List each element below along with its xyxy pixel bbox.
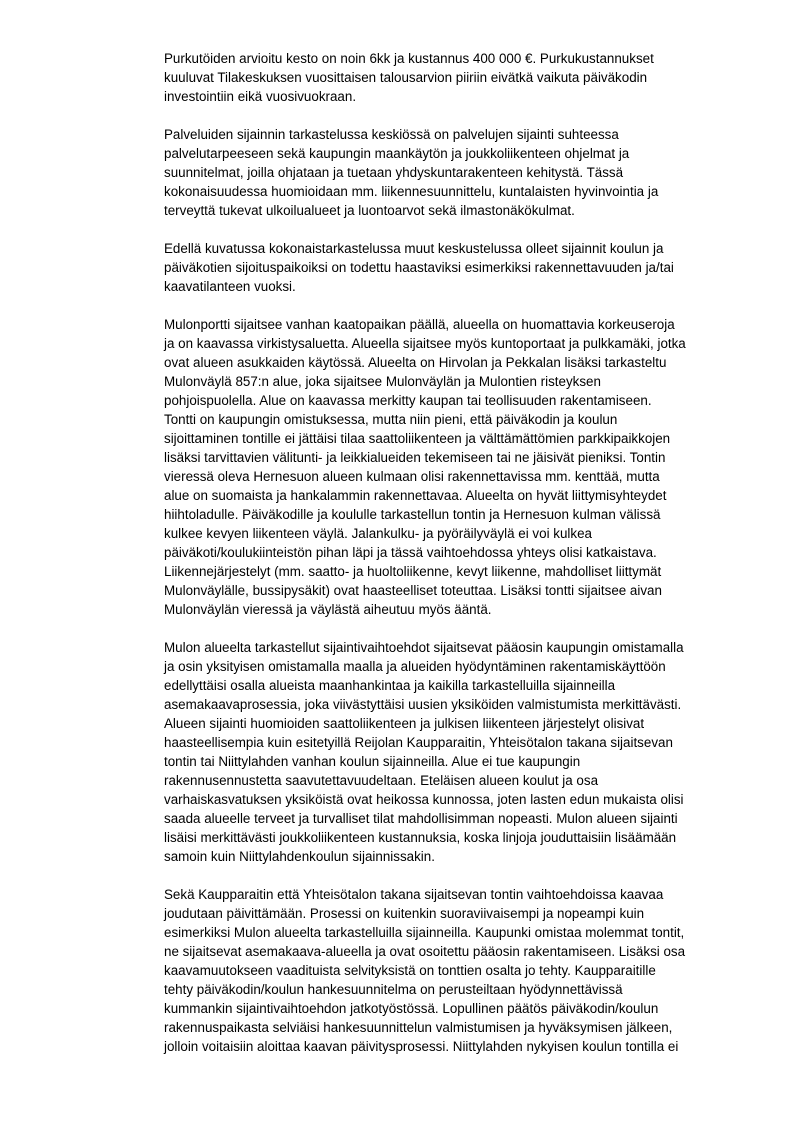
paragraph-service-location — [164, 125, 754, 220]
text-line: kaavatilanteen vuoksi. — [164, 279, 296, 294]
text-line: rakennusennustetta saavutettavuudeltaan. Eteläisen alueen koulut ja osa — [164, 773, 599, 788]
text-line: alue on suomaista ja hankalammin rakennettavaa. Alueelta on hyvät liittymisyhteydet — [164, 488, 667, 503]
text-line: ne sijaitsevat asemakaava-alueella ja ovat osoitettu pääosin rakentamiseen. Lisäksi osa — [164, 944, 686, 959]
text-line: palvelutarpeeseen sekä kaupungin maankäytön ja joukkoliikenteen ohjelmat ja — [164, 146, 630, 161]
text-line: kulkee kevyen liikenteen väylä. Jalankulku- ja pyöräilyväylä ei voi kulkea — [164, 526, 592, 541]
text-line: Mulon alueelta tarkastellut sijaintivaihtoehdot sijaitsevat pääosin kaupungin omistamalla — [164, 640, 684, 655]
text-line: terveyttä tukevat ulkoilualueet ja luontoarvot sekä ilmastonäkökulmat. — [164, 203, 575, 218]
text-line: suunnitelmat, joilla ohjataan ja tuetaan yhdyskuntarakenteen kehitystä. Tässä — [164, 165, 624, 180]
text-line: jolloin voitaisiin aloittaa kaavan päivitysprosessi. Niittylahden nykyisen koulun tontilla ei — [164, 1039, 679, 1054]
text-line: kummankin sijaintivaihtoehdon jatkotyöstössä. Lopullinen päätös päiväkodin/koulun — [164, 1001, 659, 1016]
text-line: lisäksi tarvittavien välitunti- ja leikkialueiden tekemiseen tai ne jäisivät pieniksi. Tontin — [164, 450, 666, 465]
text-line: varhaiskasvatuksen yksiköistä ovat heikossa kunnossa, joten lasten edun mukaista olisi — [164, 792, 684, 807]
text-line: kaavamuutokseen vaadituista selvityksistä on tonttien osalta jo tehty. Kaupparaitille — [164, 963, 656, 978]
text-line: sijoittaminen tontille ei jättäisi tilaa saattoliikenteen ja välttämättömien parkkipaikkojen — [164, 431, 671, 446]
text-line: lisäisi merkittävästi joukkoliikenteen kustannuksia, koska linjoja jouduttaisiin lisäämään — [164, 830, 677, 845]
text-line: vieressä oleva Hernesuon alueen kulmaan olisi rakennettavissa mm. kenttää, mutta — [164, 469, 660, 484]
text-line: Mulonväylälle, bussipysäkit) ovat haasteelliset toteuttaa. Lisäksi tontti sijaitsee aivan — [164, 583, 662, 598]
text-line: esimerkiksi Mulon alueelta tarkastelluilla sijainneilla. Kaupunki omistaa molemmat tontit, — [164, 925, 685, 940]
document-page — [164, 49, 754, 1075]
paragraph-other-locations — [164, 239, 754, 296]
text-line: päiväkoti/koulukiinteistön pihan läpi ja tässä vaihtoehdossa yhteys olisi katkaistava. — [164, 545, 657, 560]
text-line: Edellä kuvatussa kokonaistarkastelussa muut keskustelussa olleet sijainnit koulun ja — [164, 241, 664, 256]
paragraph-demolition-cost — [164, 49, 754, 106]
text-line: Liikennejärjestelyt (mm. saatto- ja huoltoliikenne, kevyt liikenne, mahdolliset liittymät — [164, 564, 662, 579]
text-line: Purkutöiden arvioitu kesto on noin 6kk ja kustannus 400 000 €. Purkukustannukset — [164, 51, 654, 66]
text-line: asemakaavaprosessia, joka viivästyttäisi uusien yksiköiden valmistumista merkittävästi. — [164, 697, 682, 712]
text-line: ovat alueen asukkaiden käytössä. Alueelta on Hirvolan ja Pekkalan lisäksi tarkasteltu — [164, 355, 667, 370]
text-line: Alueen sijainti huomioiden saattoliikenteen ja julkisen liikenteen järjestelyt olisivat — [164, 716, 645, 731]
text-line: tehty päiväkodin/koulun hankesuunnitelma on perusteiltaan hyödynnettävissä — [164, 982, 623, 997]
text-line: Mulonväylä 857:n alue, joka sijaitsee Mulonväylän ja Mulontien risteyksen — [164, 374, 601, 389]
text-line: rakennuspaikasta selviäisi hankesuunnittelun valmistumisen ja hyväksymisen jälkeen, — [164, 1020, 673, 1035]
text-line: pohjoispuolella. Alue on kaavassa merkitty kaupan tai teollisuuden rakentamiseen. — [164, 393, 652, 408]
text-line: tontin tai Niittylahden vanhan koulun sijainneilla. Alue ei tue kaupungin — [164, 754, 581, 769]
text-line: samoin kuin Niittylahdenkoulun sijainnissakin. — [164, 849, 435, 864]
text-line: kokonaisuudessa huomioidaan mm. liikennesuunnittelu, kuntalaisten hyvinvointia ja — [164, 184, 659, 199]
paragraph-mulo-area — [164, 638, 754, 866]
text-line: investointiin eikä vuosivuokraan. — [164, 89, 357, 104]
paragraph-kaupparaitti-yhteisotalo — [164, 885, 754, 1056]
text-line: hiihtoladulle. Päiväkodille ja koululle tarkastellun tontin ja Hernesuon kulman välissä — [164, 507, 661, 522]
text-line: Tontti on kaupungin omistuksessa, mutta niin pieni, että päiväkodin ja koulun — [164, 412, 618, 427]
paragraph-mulonportti — [164, 315, 754, 619]
text-line: Sekä Kaupparaitin että Yhteisötalon takana sijaitsevan tontin vaihtoehdoissa kaavaa — [164, 887, 664, 902]
text-line: joudutaan päivittämään. Prosessi on kuitenkin suoraviivaisempi ja nopeampi kuin — [164, 906, 645, 921]
text-line: Palveluiden sijainnin tarkastelussa keskiössä on palvelujen sijainti suhteessa — [164, 127, 619, 142]
text-line: edellyttäisi osalla alueista maanhankintaa ja kaikilla tarkastelluilla sijainneilla — [164, 678, 616, 693]
text-line: ja osin yksityisen omistamalla maalla ja alueiden hyödyntäminen rakentamiskäyttöön — [164, 659, 666, 674]
text-line: ja on kaavassa virkistysaluetta. Alueella sijaitsee myös kuntoportaat ja pulkkamäki, jotka — [164, 336, 686, 351]
text-line: haasteellisempia kuin esitetyillä Reijolan Kaupparaitin, Yhteisötalon takana sijaitsevan — [164, 735, 673, 750]
text-line: Mulonportti sijaitsee vanhan kaatopaikan päällä, alueella on huomattavia korkeuseroja — [164, 317, 675, 332]
text-line: Mulonväylän vieressä ja väylästä aiheutuu myös ääntä. — [164, 602, 492, 617]
text-line: saada alueelle terveet ja turvalliset tilat mahdollisimman nopeasti. Mulon alueen sijainti — [164, 811, 678, 826]
text-line: kuuluvat Tilakeskuksen vuosittaisen talousarvion piiriin eivätkä vaikuta päiväkodin — [164, 70, 648, 85]
text-line: päiväkotien sijoituspaikoiksi on todettu haastaviksi esimerkiksi rakennettavuuden ja/tai — [164, 260, 674, 275]
